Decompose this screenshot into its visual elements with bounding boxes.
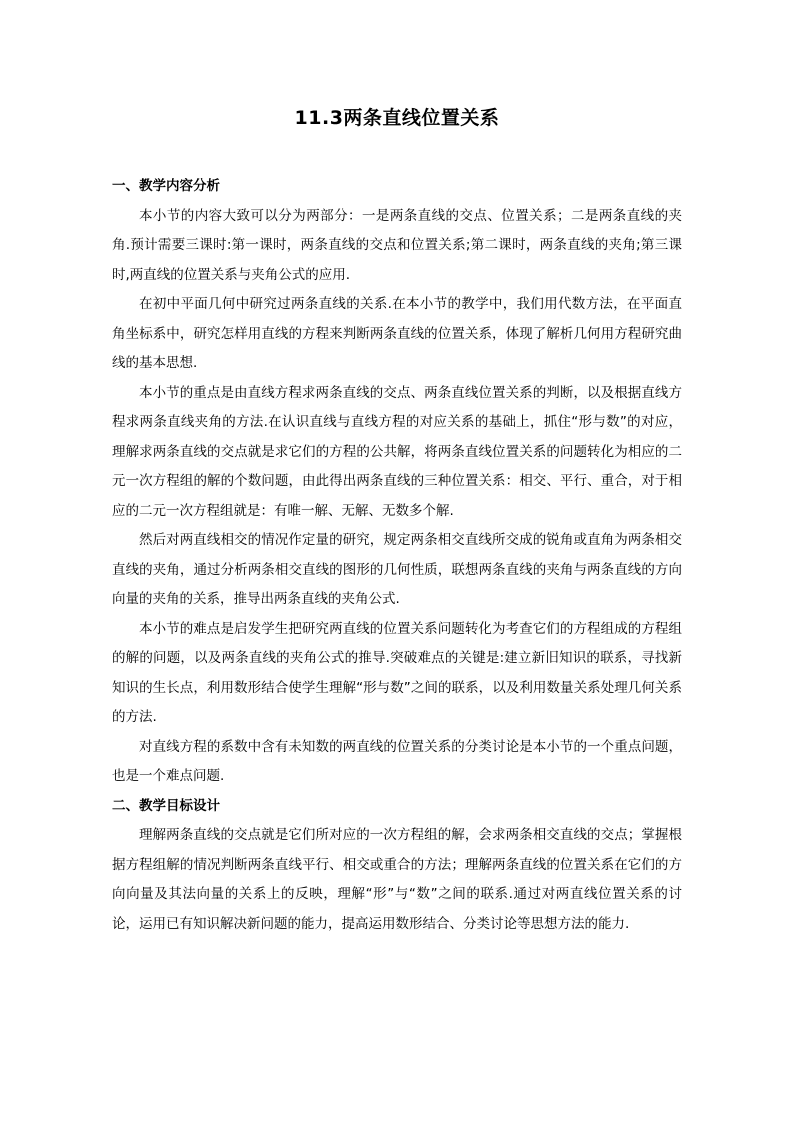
- paragraph: 本小节的重点是由直线方程求两条直线的交点、两条直线位置关系的判断，以及根据直线方程求两条直线夹角的方法.在认识直线与直线方程的对应关系的基础上，抓住“形与数”的对应，理解求两条直线的交点就是求它们的方程的公共解，将两条直线位置关系的问题转化为相应的二元一次方程组的解的个数问题，由此得出两条直线的三种位置关系：相交、平行、重合，对于相应的二元一次方程组就是：有唯一解、无解、无数多个解.: [112, 384, 682, 519]
- section-teaching-goals: [112, 792, 682, 940]
- paragraph: 本小节的内容大致可以分为两部分：一是两条直线的交点、位置关系；二是两条直线的夹角.预计需要三课时:第一课时，两条直线的交点和位置关系;第二课时，两条直线的夹角;第三课时,两直线的位置关系与夹角公式的应用.: [112, 207, 682, 283]
- paragraph: 然后对两直线相交的情况作定量的研究，规定两条相交直线所交成的锐角或直角为两条相交直线的夹角，通过分析两条相交直线的图形的几何性质，联想两条直线的夹角与两条直线的方向向量的夹角的关系，推导出两条直线的夹角公式.: [112, 532, 682, 607]
- section-heading: 一、教学内容分析: [112, 178, 220, 194]
- section-heading: 二、教学目标设计: [112, 797, 220, 814]
- paragraph: 理解两条直线的交点就是它们所对应的一次方程组的解，会求两条相交直线的交点；掌握根据方程组解的情况判断两条直线平行、相交或重合的方法；理解两条直线的位置关系在它们的方向向量及其法向量的关系上的反映，理解“形”与“数”之间的联系.通过对两直线位置关系的讨论，运用已有知识解决新问题的能力，提高运用数形结合、分类讨论等思想方法的能力.: [112, 827, 682, 932]
- paragraph: 本小节的难点是启发学生把研究两直线的位置关系问题转化为考查它们的方程组成的方程组的解的问题，以及两条直线的夹角公式的推导.突破难点的关键是:建立新旧知识的联系，寻找新知识的生长点，利用数形结合使学生理解“形与数”之间的联系，以及利用数量关系处理几何关系的方法.: [112, 620, 682, 725]
- document-title: 11.3两条直线位置关系: [294, 107, 500, 129]
- section-content-analysis: [112, 172, 682, 792]
- paragraph: 对直线方程的系数中含有未知数的两直线的位置关系的分类讨论是本小节的一个重点问题，也是一个难点问题.: [112, 738, 682, 784]
- document-body: [112, 172, 682, 939]
- paragraph: 在初中平面几何中研究过两条直线的关系.在本小节的教学中，我们用代数方法，在平面直角坐标系中，研究怎样用直线的方程来判断两条直线的位置关系，体现了解析几何用方程研究曲线的基本思想.: [112, 296, 682, 371]
